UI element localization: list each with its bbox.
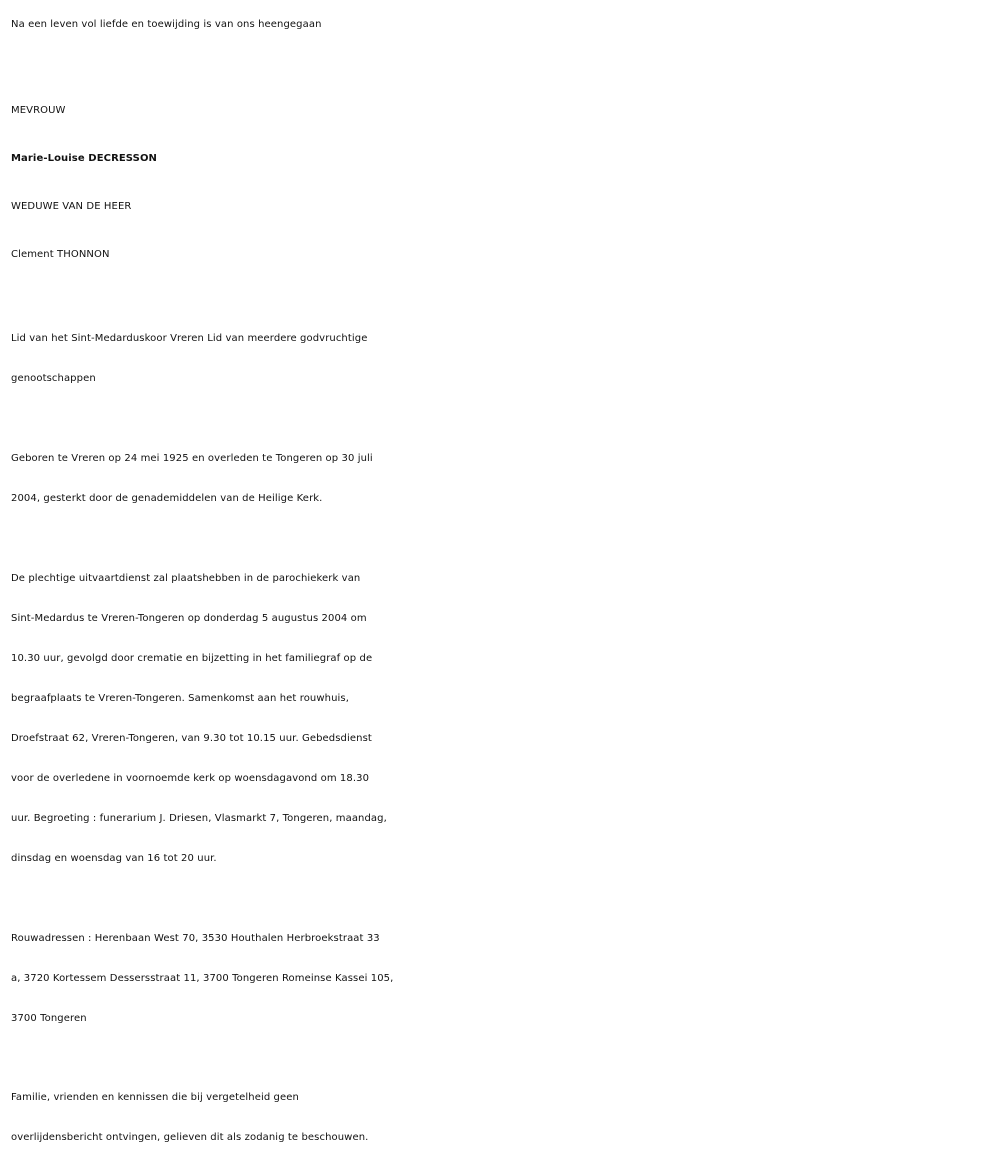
paragraph-line: 2004, gesterkt door de genademiddelen van de Heilige Kerk. (11, 493, 323, 504)
membership-paragraph (11, 319, 991, 399)
paragraph-line: voor de overledene in voornoemde kerk op woensdagavond om 18.30 (11, 773, 370, 784)
spacer (11, 879, 991, 919)
spacer (11, 279, 991, 319)
paragraph-line: Rouwadressen : Herenbaan West 70, 3530 Houthalen Herbroekstraat 33 (11, 933, 380, 944)
intro-text: Na een leven vol liefde en toewijding is van ons heengegaan (11, 19, 322, 30)
deceased-name: Marie-Louise DECRESSON (11, 153, 158, 164)
paragraph-line: uur. Begroeting : funerarium J. Driesen, Vlasmarkt 7, Tongeren, maandag, (11, 813, 387, 824)
paragraph-line: Lid van het Sint-Medarduskoor Vreren Lid van meerdere godvruchtige (11, 333, 368, 344)
spacer (11, 399, 991, 439)
spacer (11, 1039, 991, 1078)
closing-paragraph (11, 1078, 991, 1158)
paragraph-line: dinsdag en woensdag van 16 tot 20 uur. (11, 853, 217, 864)
paragraph-line: Droefstraat 62, Vreren-Tongeren, van 9.30 tot 10.15 uur. Gebedsdienst (11, 733, 372, 744)
spouse-name: Clement THONNON (11, 249, 110, 260)
funeral-paragraph (11, 559, 991, 879)
paragraph-line: Familie, vrienden en kennissen die bij vergetelheid geen (11, 1092, 299, 1103)
spacer (11, 45, 991, 87)
addresses-paragraph (11, 919, 991, 1039)
paragraph-line: genootschappen (11, 373, 96, 384)
paragraph-line: Sint-Medardus te Vreren-Tongeren op donderdag 5 augustus 2004 om (11, 613, 367, 624)
paragraph-line: 10.30 uur, gevolgd door crematie en bijzetting in het familiegraf op de (11, 653, 373, 664)
paragraph-line: De plechtige uitvaartdienst zal plaatshebben in de parochiekerk van (11, 573, 361, 584)
birth-death-paragraph (11, 439, 991, 519)
paragraph-line: overlijdensbericht ontvingen, gelieven dit als zodanig te beschouwen. (11, 1132, 369, 1143)
intro-section (11, 0, 991, 45)
spacer (11, 519, 991, 559)
paragraph-line: 3700 Tongeren (11, 1013, 87, 1024)
widow-of-label: WEDUWE VAN DE HEER (11, 201, 132, 212)
paragraph-line: Geboren te Vreren op 24 mei 1925 en overleden te Tongeren op 30 juli (11, 453, 373, 464)
paragraph-line: a, 3720 Kortessem Dessersstraat 11, 3700 Tongeren Romeinse Kassei 105, (11, 973, 394, 984)
obituary-document (11, 0, 991, 1158)
paragraph-line: begraafplaats te Vreren-Tongeren. Samenkomst aan het rouwhuis, (11, 693, 349, 704)
title-prefix: MEVROUW (11, 105, 66, 116)
header-section (11, 87, 991, 279)
